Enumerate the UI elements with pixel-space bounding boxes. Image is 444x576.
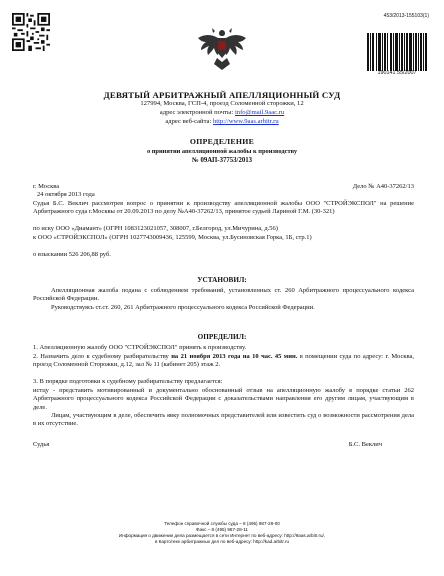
decision-item-3: 3. В порядке подготовки к судебному разбирательству предлагается: xyxy=(33,378,223,385)
established-paragraph-1: Апелляционная жалоба подана с соблюдением требований, установленных ст. 260 Арбитражного процессуального кодекса Российской Федерации. xyxy=(33,287,414,303)
email-link[interactable]: info@mail.9aac.ru xyxy=(234,109,285,116)
claimant-line: по иску ООО «Диамант» (ОГРН 1083123021057, 308007, г.Белгород, ул.Мичурина, д.56) xyxy=(33,225,278,232)
email-label: адрес электронной почты: xyxy=(159,109,234,116)
claim-amount-line: о взыскании 526 206,88 руб. xyxy=(33,251,111,258)
website-line xyxy=(0,118,444,125)
barcode-icon xyxy=(367,33,427,71)
footer-card-index-line: в Картотеке арбитражных дел по веб-адресу: http://kad.arbitr.ru xyxy=(154,539,290,544)
established-heading: УСТАНОВИЛ: xyxy=(197,276,247,284)
decision-item-1: 1. Апелляционную жалобу ООО "СТРОЙЭКСПОЛ" принять к производству. xyxy=(33,344,247,351)
signature-label: Судья xyxy=(33,441,50,448)
document-subtitle: о принятии апелляционной жалобы к производству xyxy=(146,148,298,155)
court-address: 127994, Москва, ГСП-4, проезд Соломенной сторожки, 12 xyxy=(140,100,304,107)
hearing-date-time: на 21 ноября 2013 года на 10 час. 45 мин. xyxy=(171,353,298,360)
qr-code-icon xyxy=(12,13,50,51)
city: г. Москва xyxy=(33,183,60,190)
participants-notice: Лицам, участвующим в деле, обеспечить явку полномочных представителей или известить суд о возможности рассмотрения дела в их отсутствие. xyxy=(33,412,414,428)
barcode-number: 190141 55/2007 xyxy=(377,70,417,76)
city-case-row xyxy=(33,183,414,190)
document-title: ОПРЕДЕЛЕНИЕ xyxy=(189,137,255,146)
case-id-top: 453/2013-155103(1) xyxy=(383,13,429,19)
footer-phone: Телефон справочной службы суда – 8 (495) 987-28-00 xyxy=(164,521,280,526)
established-paragraph-2: Руководствуясь ст.ст. 260, 261 Арбитражного процессуального кодекса Российской Федерации. xyxy=(51,304,315,311)
decision-item-3-text: истцу - представить мотивированный и документально обоснованный отзыв на апелляционную жалобу в порядке статьи 262 Арбитражного процессуального кодекса Российской Федерации с доказательствами направления его другим лицам, участвующим в деле. xyxy=(33,387,414,411)
website-label: адрес веб-сайта: xyxy=(165,118,212,125)
decision-item-2: 2. Назначить дело к судебному разбирательству на 21 ноября 2013 года на 10 час. 45 мин. в помещении суда по адресу: г. Москва, проезд Соломенной Сторожки, д.12, зал № 11 (кабинет 205) этаж 2. xyxy=(33,353,414,369)
judge-name: Б.С. Веклич xyxy=(348,441,382,448)
signature-row xyxy=(33,441,414,448)
intro-paragraph: Судья Б.С. Веклич рассмотрев вопрос о принятии к производству апелляционной жалобы ООО "СТРОЙЭКСПОЛ" на решение Арбитражного суда г.Москвы от 20.09.2013 по делу №А40-37262/13, принятое судьей Лариной Г.М. (30-321) xyxy=(33,200,414,216)
website-link[interactable]: http://www.9aas.arbitr.ru xyxy=(212,118,279,125)
defendant-line: к ООО «СТРОЙЭКСПОЛ» (ОГРН 1027743009436, 125599, Москва, ул.Бусиновская Горка, 1Б, стр.1) xyxy=(33,234,312,241)
court-name: ДЕВЯТЫЙ АРБИТРАЖНЫЙ АПЕЛЛЯЦИОННЫЙ СУД xyxy=(103,90,341,100)
case-number: Дело № А40-37262/13 xyxy=(352,183,414,190)
document-number: № 09АП-37753/2013 xyxy=(191,157,253,164)
footer-fax: Факс – 8 (495) 987-28-11 xyxy=(196,527,248,532)
decided-heading: ОПРЕДЕЛИЛ: xyxy=(197,333,247,341)
coat-of-arms-icon xyxy=(196,24,248,74)
footer-info-line: Информация о движении дела размещается в сети Интернет по веб-адресу: http://9aas.arbitr.ru/, xyxy=(118,533,326,538)
email-line xyxy=(0,109,444,116)
document-date: 24 октября 2013 года xyxy=(37,191,95,198)
